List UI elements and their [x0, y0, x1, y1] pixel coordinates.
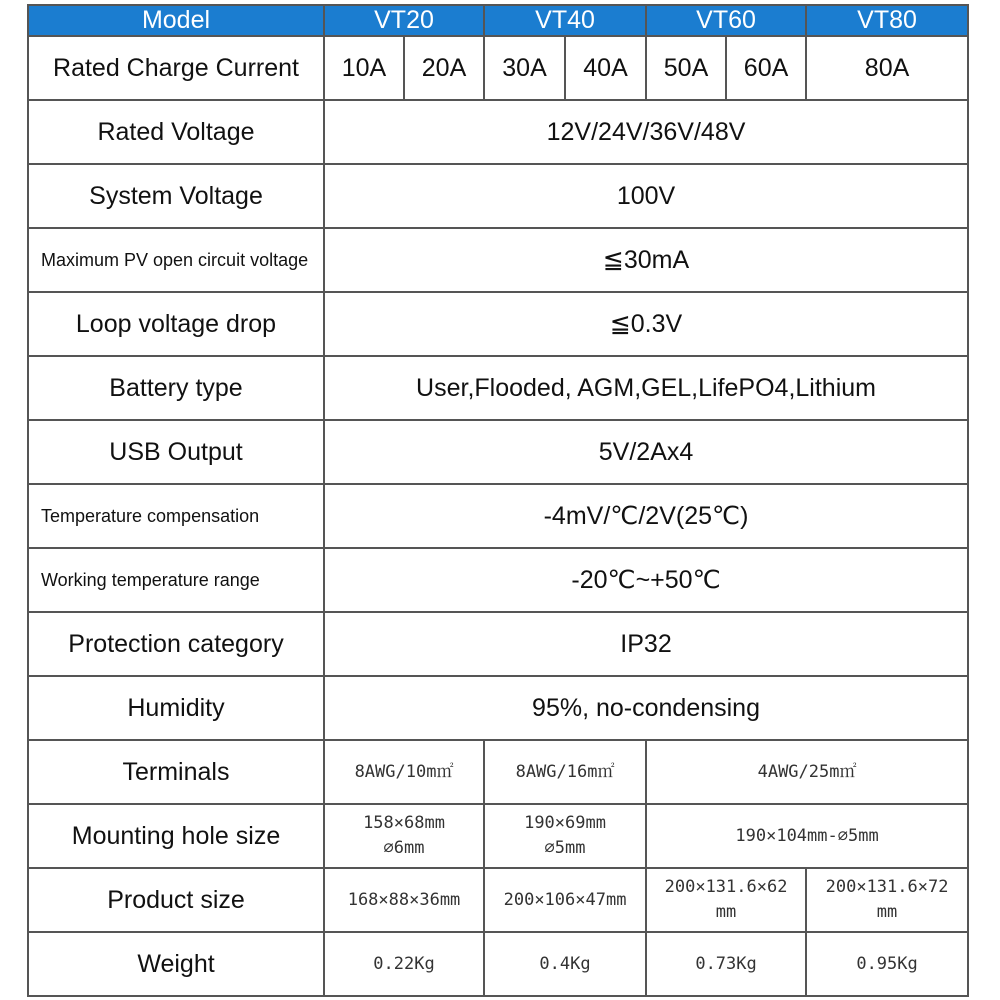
table-row-loop-voltage-drop: [28, 292, 968, 356]
cell-line: 200×131.6×72: [825, 877, 949, 898]
table-row-battery-type: [28, 356, 968, 420]
cell-value: 0.95Kg: [806, 932, 968, 996]
cell-value: 168×88×36mm: [324, 868, 484, 932]
cell-value: ≦0.3V: [324, 292, 968, 356]
model-header: Model: [28, 5, 324, 36]
cell-value: 60A: [726, 36, 806, 100]
cell-value: IP32: [324, 612, 968, 676]
cell-value: 0.22Kg: [324, 932, 484, 996]
table-row-protection-category: [28, 612, 968, 676]
row-label: Temperature compensation: [28, 484, 324, 548]
cell-line: 200×131.6×62: [664, 877, 788, 898]
spec-table: [27, 4, 969, 997]
table-row-terminals: [28, 740, 968, 804]
cell-line: 158×68mm: [363, 813, 445, 834]
cell-value: 8AWG/16m㎡: [484, 740, 646, 804]
cell-value: -4mV/℃/2V(25℃): [324, 484, 968, 548]
cell-value: ≦30mA: [324, 228, 968, 292]
table-row-humidity: [28, 676, 968, 740]
table-row-temperature-compensation: [28, 484, 968, 548]
cell-value: User,Flooded, AGM,GEL,LifePO4,Lithium: [324, 356, 968, 420]
cell-line: ⌀5mm: [544, 838, 586, 858]
spec-sheet: [27, 4, 967, 997]
cell-value: [646, 868, 806, 932]
row-label: Loop voltage drop: [28, 292, 324, 356]
cell-value: 100V: [324, 164, 968, 228]
model-vt80-header: VT80: [806, 5, 968, 36]
cell-value: 8AWG/10m㎡: [324, 740, 484, 804]
table-row-system-voltage: [28, 164, 968, 228]
cell-value: 40A: [565, 36, 646, 100]
row-label: Rated Voltage: [28, 100, 324, 164]
row-label: Terminals: [28, 740, 324, 804]
row-label: Rated Charge Current: [28, 36, 324, 100]
row-label: Battery type: [28, 356, 324, 420]
cell-line: mm: [715, 902, 737, 922]
cell-value: 190×104mm-⌀5mm: [646, 804, 968, 868]
cell-value: 50A: [646, 36, 726, 100]
row-label: Working temperature range: [28, 548, 324, 612]
table-row-max-pv-open-circuit: [28, 228, 968, 292]
model-vt40-header: VT40: [484, 5, 646, 36]
row-label: Mounting hole size: [28, 804, 324, 868]
table-row-working-temperature-range: [28, 548, 968, 612]
cell-value: [324, 804, 484, 868]
cell-value: 80A: [806, 36, 968, 100]
model-vt20-header: VT20: [324, 5, 484, 36]
table-row-rated-charge-current: [28, 36, 968, 100]
row-label: USB Output: [28, 420, 324, 484]
table-row-mounting-hole-size: [28, 804, 968, 868]
row-label: Humidity: [28, 676, 324, 740]
table-row-rated-voltage: [28, 100, 968, 164]
table-row-usb-output: [28, 420, 968, 484]
cell-value: 4AWG/25m㎡: [646, 740, 968, 804]
cell-value: 5V/2Ax4: [324, 420, 968, 484]
cell-value: 0.4Kg: [484, 932, 646, 996]
cell-line: ⌀6mm: [383, 838, 425, 858]
row-label: System Voltage: [28, 164, 324, 228]
cell-value: 30A: [484, 36, 565, 100]
cell-value: 10A: [324, 36, 404, 100]
cell-value: 20A: [404, 36, 484, 100]
table-row-weight: [28, 932, 968, 996]
cell-value: -20℃~+50℃: [324, 548, 968, 612]
header-row: [28, 5, 968, 36]
cell-value: 200×106×47mm: [484, 868, 646, 932]
cell-value: 12V/24V/36V/48V: [324, 100, 968, 164]
row-label: Product size: [28, 868, 324, 932]
model-vt60-header: VT60: [646, 5, 806, 36]
cell-line: mm: [876, 902, 898, 922]
cell-value: [484, 804, 646, 868]
row-label: Maximum PV open circuit voltage: [28, 228, 324, 292]
cell-value: 95%, no-condensing: [324, 676, 968, 740]
cell-line: 190×69mm: [524, 813, 606, 834]
cell-value: 0.73Kg: [646, 932, 806, 996]
table-row-product-size: [28, 868, 968, 932]
cell-value: [806, 868, 968, 932]
row-label: Protection category: [28, 612, 324, 676]
row-label: Weight: [28, 932, 324, 996]
